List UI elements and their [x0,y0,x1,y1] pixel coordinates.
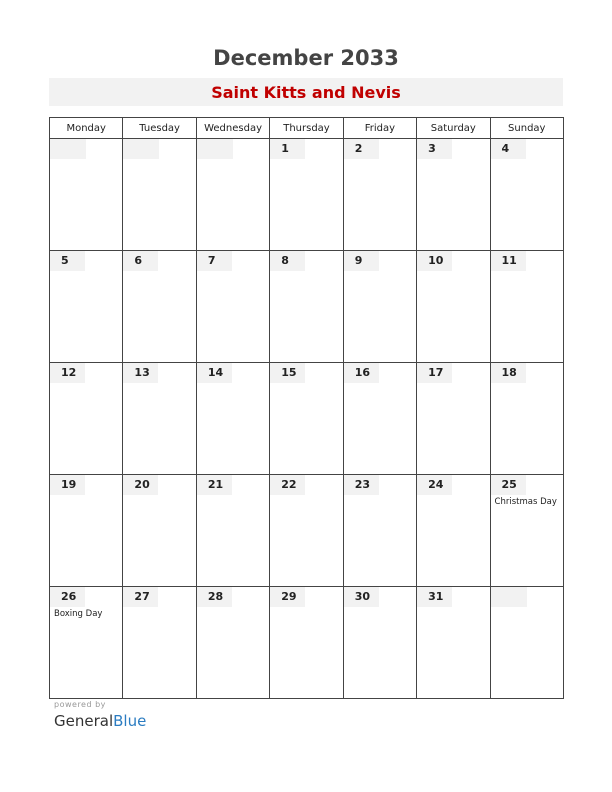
day-cell [417,363,490,475]
day-number [491,587,527,607]
day-cell [417,587,490,699]
day-number: 23 [344,475,379,495]
day-cell [490,587,563,699]
day-number: 25 [491,475,526,495]
day-number: 9 [344,251,379,271]
day-cell [270,251,343,363]
day-number: 21 [197,475,232,495]
day-number: 3 [417,139,452,159]
day-number: 13 [123,363,158,383]
day-number: 10 [417,251,452,271]
country-banner [49,78,563,106]
day-number [197,139,233,159]
day-cell [196,363,269,475]
brand-blue: Blue [113,712,147,730]
day-number: 22 [270,475,305,495]
day-number: 26 [50,587,85,607]
day-cell [343,139,416,251]
week-row [50,475,564,587]
weekday-header-row [50,118,564,139]
day-cell [490,251,563,363]
day-cell [123,139,196,251]
calendar-grid [49,117,564,699]
week-row [50,363,564,475]
day-cell [270,139,343,251]
day-cell [270,587,343,699]
week-row [50,139,564,251]
day-cell [343,587,416,699]
day-number: 11 [491,251,526,271]
day-number: 7 [197,251,232,271]
powered-by-text: powered by [54,700,106,709]
brand-logo [54,712,146,730]
day-cell [123,251,196,363]
day-number [50,139,86,159]
brand-general: General [54,712,114,730]
day-cell [123,363,196,475]
day-cell [196,139,269,251]
day-number: 4 [491,139,526,159]
holiday-label: Christmas Day [494,497,557,507]
holiday-label: Boxing Day [54,609,103,619]
day-number: 18 [491,363,526,383]
day-number: 15 [270,363,305,383]
day-number: 5 [50,251,85,271]
day-number: 8 [270,251,305,271]
day-number: 2 [344,139,379,159]
day-cell [417,475,490,587]
day-number: 1 [270,139,305,159]
day-cell [50,587,123,699]
day-number: 30 [344,587,379,607]
day-number: 29 [270,587,305,607]
day-cell [270,363,343,475]
day-number: 19 [50,475,85,495]
footer [54,700,146,730]
day-cell [343,251,416,363]
day-number: 6 [123,251,158,271]
day-cell [343,363,416,475]
day-cell [196,475,269,587]
day-cell [490,475,563,587]
day-number: 27 [123,587,158,607]
weekday-tuesday: Tuesday [123,118,196,139]
weekday-sunday: Sunday [490,118,563,139]
day-number: 24 [417,475,452,495]
day-cell [490,363,563,475]
day-number: 17 [417,363,452,383]
day-number: 28 [197,587,232,607]
day-cell [343,475,416,587]
day-cell [490,139,563,251]
weekday-thursday: Thursday [270,118,343,139]
day-cell [123,475,196,587]
day-number: 20 [123,475,158,495]
week-row [50,587,564,699]
day-cell [196,251,269,363]
calendar-title: December 2033 [213,46,399,70]
day-number: 16 [344,363,379,383]
day-cell [196,587,269,699]
weekday-wednesday: Wednesday [196,118,269,139]
week-row [50,251,564,363]
day-cell [123,587,196,699]
day-cell [50,139,123,251]
day-number: 14 [197,363,232,383]
day-number [123,139,159,159]
day-cell [50,251,123,363]
weekday-saturday: Saturday [417,118,490,139]
day-cell [417,251,490,363]
country-name: Saint Kitts and Nevis [211,83,401,102]
weekday-monday: Monday [50,118,123,139]
weekday-friday: Friday [343,118,416,139]
day-number: 12 [50,363,85,383]
calendar-body [50,139,564,699]
day-cell [270,475,343,587]
day-cell [50,475,123,587]
day-cell [417,139,490,251]
day-cell [50,363,123,475]
day-number: 31 [417,587,452,607]
